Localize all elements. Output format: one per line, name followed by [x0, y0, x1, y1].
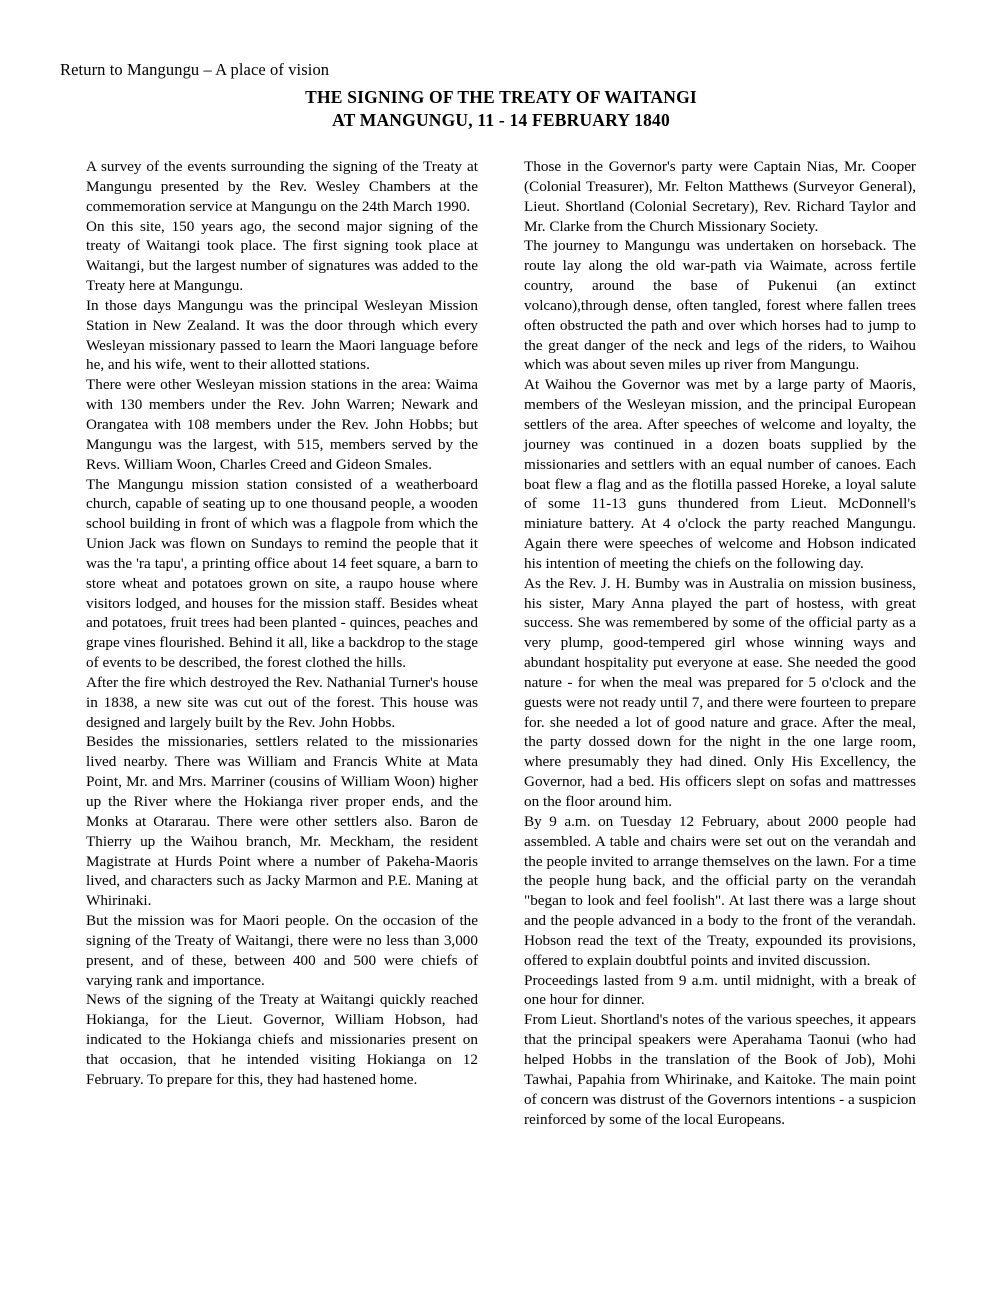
paragraph: In those days Mangungu was the principal Wesleyan Mission Station in New Zealand. It was the door through which every Wesleyan missionary passed to learn the Maori language before he, and his wife, went to their allotted stations. [86, 296, 478, 374]
page-title-line-2: AT MANGUNGU, 11 - 14 FEBRUARY 1840 [332, 110, 670, 130]
paragraph: Proceedings lasted from 9 a.m. until midnight, with a break of one hour for dinner. [524, 971, 916, 1009]
paragraph: Besides the missionaries, settlers related to the missionaries lived nearby. There was William and Francis White at Mata Point, Mr. and Mrs. Marriner (cousins of William Woon) higher up the River where the Hokianga river proper ends, and the Monks at Otararau. There were other settlers also. Baron de Thierry up the Waihou branch, Mr. Meckham, the resident Magistrate at Hurds Point where a number of Pakeha-Maoris lived, and characters such as Jacky Marmon and P.E. Maning at Whirinaki. [86, 733, 478, 910]
paragraph: At Waihou the Governor was met by a large party of Maoris, members of the Wesleyan mission, and the principal European settlers of the area. After speeches of welcome and loyalty, the journey was continued in a dozen boats supplied by the missionaries and settlers with an equal number of canoes. Each boat flew a flag and as the flotilla passed Horeke, a loyal salute of some 11-13 guns thundered from Lieut. McDonnell's miniature battery. At 4 o'clock the party reached Mangungu. Again there were speeches of welcome and Hobson indicated his intention of meeting the chiefs on the following day. [524, 376, 916, 572]
paragraph: As the Rev. J. H. Bumby was in Australia on mission business, his sister, Mary Anna played the part of hostess, with great success. She was remembered by some of the official party as a very plump, good-tempered girl whose winning ways and abundant hospitality put everyone at ease. She needed the good nature - for when the meal was prepared for 5 o'clock and the guests were not ready until 7, and there were fourteen to prepare for. she needed a lot of good nature and grace. After the meal, the party dossed down for the night in the one large room, where presumably they had dined. Only His Excellency, the Governor, had a bed. His officers slept on sofas and mattresses on the floor around him. [524, 574, 916, 810]
paragraph: The journey to Mangungu was undertaken on horseback. The route lay along the old war-path via Waimate, across fertile country, around the base of Pukenui (an extinct volcano),through dense, often tangled, forest where fallen trees often obstructed the path and over which horses had to jump to the great danger of the neck and legs of the riders, to Waihou which was about seven miles up river from Mangungu. [524, 237, 916, 374]
page-title-line-1: THE SIGNING OF THE TREATY OF WAITANGI [305, 87, 697, 107]
paragraph: From Lieut. Shortland's notes of the various speeches, it appears that the principal speakers were Aperahama Taonui (who had helped Hobbs in the translation of the Book of Job), Mohi Tawhai, Papahia from Whirinake, and Kaitoke. The main point of concern was distrust of the Governors intentions - a suspicion reinforced by some of the local Europeans. [524, 1011, 916, 1128]
paragraph: After the fire which destroyed the Rev. Nathanial Turner's house in 1838, a new site was cut out of the forest. This house was designed and largely built by the Rev. John Hobbs. [86, 673, 478, 731]
paragraph: There were other Wesleyan mission stations in the area: Waima with 130 members under the Rev. John Warren; Newark and Orangatea with 108 members under the Rev. John Hobbs; but Mangungu was the largest, with 515, members served by the Revs. William Woon, Charles Creed and Gideon Smales. [86, 376, 478, 473]
paragraph: But the mission was for Maori people. On the occasion of the signing of the Treaty of Waitangi, there were no less than 3,000 present, and of these, between 400 and 500 were chiefs of varying rank and importance. [86, 912, 478, 989]
page-title [86, 86, 916, 132]
running-head: Return to Mangungu – A place of vision [60, 60, 330, 79]
paragraph: A survey of the events surrounding the signing of the Treaty at Mangungu presented by the Rev. Wesley Chambers at the commemoration service at Mangungu on the 24th March 1990. [86, 158, 478, 215]
left-column [86, 157, 478, 1129]
paragraph: News of the signing of the Treaty at Waitangi quickly reached Hokianga, for the Lieut. Governor, William Hobson, had indicated to the Hokianga chiefs and missionaries present on that occasion, that he intended visiting Hokianga on 12 February. To prepare for this, they had hastened home. [86, 991, 478, 1088]
paragraph: On this site, 150 years ago, the second major signing of the treaty of Waitangi took place. The first signing took place at Waitangi, but the largest number of signatures was added to the Treaty here at Mangungu. [86, 217, 478, 295]
paragraph: The Mangungu mission station consisted of a weatherboard church, capable of seating up to one thousand people, a wooden school building in front of which was a flagpole from which the Union Jack was flown on Sundays to remind the people that it was the 'ra tapu', a printing office about 14 feet square, a barn to store wheat and potatoes grown on site, a raupo house where visitors lodged, and houses for the mission staff. Besides wheat and potatoes, fruit trees had been planted - quinces, peaches and grape vines flourished. Behind it all, like a backdrop to the stage of events to be described, the forest clothed the hills. [86, 475, 478, 672]
paragraph: By 9 a.m. on Tuesday 12 February, about 2000 people had assembled. A table and chairs were set out on the verandah and the people invited to arrange themselves on the lawn. For a time the people hung back, and the official party on the verandah "began to look and feel foolish". At last there was a large shout and the people advanced in a body to the front of the verandah. Hobson read the text of the Treaty, expounded its provisions, offered to explain doubtful points and invited discussion. [524, 812, 916, 969]
body-columns [86, 157, 916, 1129]
paragraph: Those in the Governor's party were Captain Nias, Mr. Cooper (Colonial Treasurer), Mr. Felton Matthews (Surveyor General), Lieut. Shortland (Colonial Secretary), Rev. Richard Taylor and Mr. Clarke from the Church Missionary Society. [524, 158, 916, 235]
right-column [524, 157, 916, 1129]
